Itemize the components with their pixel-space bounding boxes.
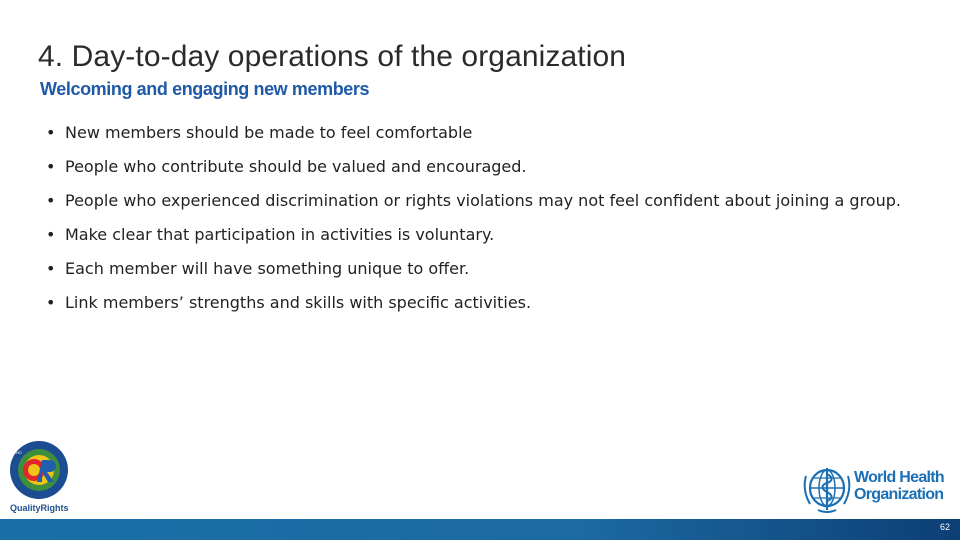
bullet-item: • People who experienced discrimination or rights violations may not feel confident about joining a group. <box>46 190 926 212</box>
svg-text:WHO: WHO <box>12 450 22 455</box>
bullet-list <box>46 122 926 326</box>
who-name-line1: World Health <box>854 469 944 486</box>
bullet-item: • New members should be made to feel comfortable <box>46 122 926 144</box>
who-name-line2: Organization <box>854 486 944 503</box>
quality-rights-caption: QualityRights <box>10 503 69 513</box>
slide-title: 4. Day-to-day operations of the organization <box>38 40 627 73</box>
bullet-item: • People who contribute should be valued and encouraged. <box>46 156 926 178</box>
footer-bar <box>0 519 960 540</box>
bullet-item: • Each member will have something unique to offer. <box>46 258 926 280</box>
who-logo <box>800 464 956 516</box>
page-number: 62 <box>939 522 950 532</box>
bullet-item: • Link members’ strengths and skills with specific activities. <box>46 292 926 314</box>
bullet-item: • Make clear that participation in activities is voluntary. <box>46 224 926 246</box>
who-emblem-icon <box>800 464 854 516</box>
slide-subtitle: Welcoming and engaging new members <box>40 79 370 99</box>
